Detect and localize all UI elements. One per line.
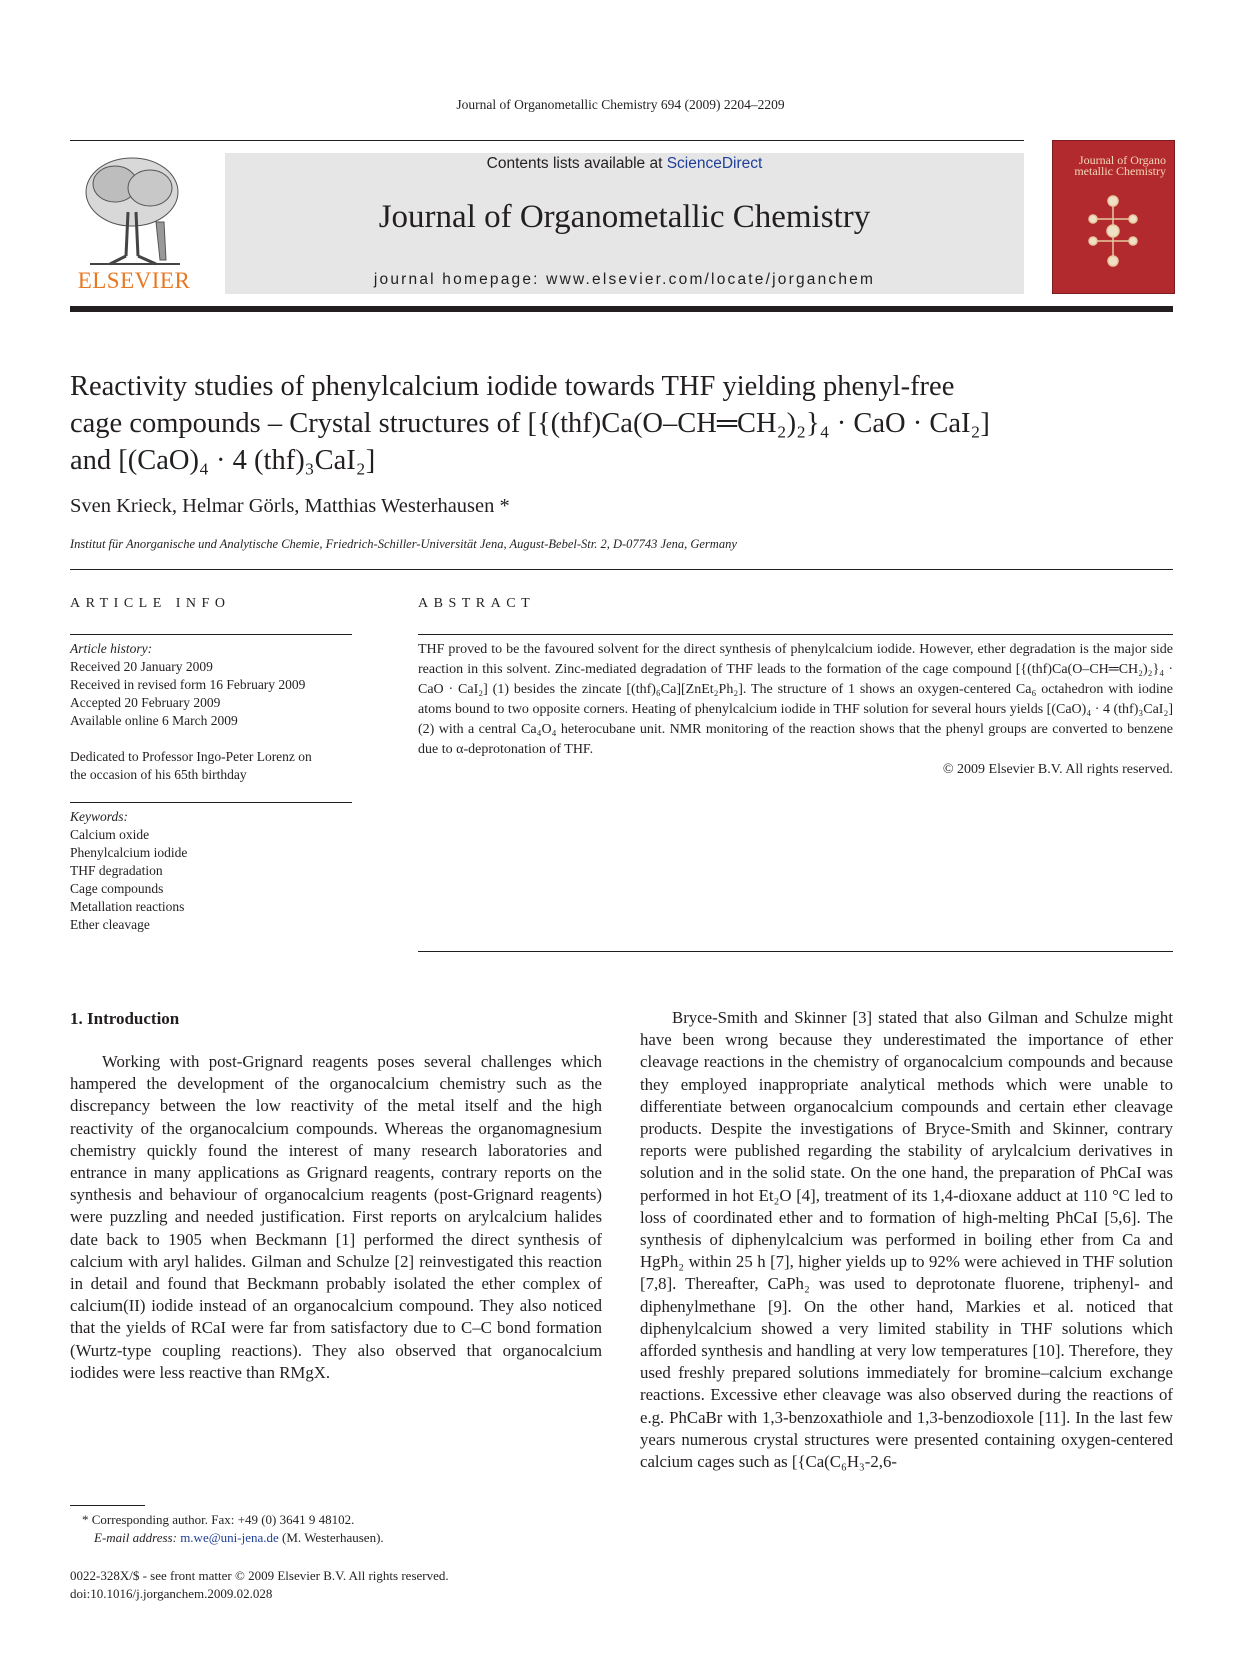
sciencedirect-link[interactable]: ScienceDirect	[666, 155, 763, 172]
corresponding-author: * Corresponding author. Fax: +49 (0) 3641 9 48102.	[82, 1512, 355, 1527]
abstract-end-rule	[418, 951, 1173, 952]
journal-cover	[1052, 140, 1175, 294]
elsevier-tree-icon	[70, 152, 198, 270]
article-title	[70, 368, 1173, 479]
abstract-heading: ABSTRACT	[418, 596, 536, 611]
contents-line	[225, 155, 1024, 173]
keywords	[70, 808, 360, 934]
elsevier-wordmark: ELSEVIER	[77, 268, 191, 293]
abstract-text: THF proved to be the favoured solvent for the direct synthesis of phenylcalcium iodide. However, ether degradation is the major side reaction in this solvent. Zinc-mediated degradation of THF leads to the formation of the cage compound [{(thf)Ca(O–CH═CH₂)₂}₄ · CaO · CaI₂] (1) besides the zincate [(thf)₆Ca][ZnEt₂Ph₂]. The structure of 1 shows an oxygen-centered Ca₆ octahedron with iodine atoms bound to two opposite corners. Heating of phenylcalcium iodide in THF solution for several hours yields [(CaO)₄ · 4 (thf)₃CaI₂] (2) with a central Ca₄O₄ heterocubane unit. NMR monitoring of the reaction shows that the phenyl groups are converted to benzene due to α-deprotonation of THF.	[418, 642, 1173, 757]
keyword: Cage compounds	[70, 881, 164, 896]
journal-citation: Journal of Organometallic Chemistry 694 (2009) 2204–2209	[456, 97, 785, 112]
keyword: Metallation reactions	[70, 899, 185, 914]
journal-title: Journal of Organometallic Chemistry	[378, 199, 871, 235]
intro-paragraph-1: Working with post-Grignard reagents poses several challenges which hampered the development of the organocalcium chemistry such as the discrepancy between the low reactivity of the metal itself and the high reactivity of the organocalcium compounds. Whereas the organomagnesium chemistry quickly found the interest of many research laboratories and entrance in many applications as Grignard reagents, contrary reports on the synthesis and behaviour of organocalcium reagents (post-Grignard reagents) were puzzling and needed justification. First reports on arylcalcium halides date back to 1905 when Beckmann [1] performed the direct synthesis of calcium with aryl halides. Gilman and Schulze [2] reinvestigated this reaction in detail and found that Beckmann probably isolated the ether complex of calcium(II) iodide instead of an organocalcium compound. They also noticed that the yields of RCaI were far from satisfactory due to C–C bond formation (Wurtz-type coupling reactions). They also observed that organocalcium iodides were less reactive than RMgX.	[70, 1052, 602, 1382]
keyword: THF degradation	[70, 863, 163, 878]
history-label: Article history:	[70, 641, 153, 656]
contents-prefix: Contents lists available at	[486, 155, 667, 172]
dedication-line-1: Dedicated to Professor Ingo-Peter Lorenz on	[70, 749, 312, 764]
doi-line[interactable]: doi:10.1016/j.jorganchem.2009.02.028	[70, 1586, 273, 1601]
affiliation: Institut für Anorganische und Analytische Chemie, Friedrich-Schiller-Universität Jena, August-Bebel-Str. 2, D-07743 Jena, Germany	[70, 537, 737, 551]
keyword: Ether cleavage	[70, 917, 150, 932]
front-matter	[70, 1567, 449, 1603]
keyword: Calcium oxide	[70, 827, 150, 842]
history-online: Available online 6 March 2009	[70, 713, 238, 728]
title-line-2: cage compounds – Crystal structures of [{(thf)Ca(O–CH═CH₂)₂}₄ · CaO · CaI₂]	[70, 408, 990, 439]
email-label: E-mail address:	[94, 1530, 177, 1545]
cover-title: Journal of Organo metallic Chemistry	[1074, 153, 1166, 178]
molecule-icon	[1053, 141, 1174, 293]
history-revised: Received in revised form 16 February 2009	[70, 677, 306, 692]
history-received: Received 20 January 2009	[70, 659, 213, 674]
journal-homepage[interactable]: journal homepage: www.elsevier.com/locate/jorganchem	[373, 271, 876, 288]
keyword: Phenylcalcium iodide	[70, 845, 188, 860]
intro-paragraph-2: Bryce-Smith and Skinner [3] stated that also Gilman and Schulze might have been wrong because they underestimated the importance of ether cleavage reactions in the chemistry of organocalcium compounds and because they employed inappropriate analytical methods which were unable to differentiate between organocalcium compounds and certain ether cleavage products. Despite the investigations of Bryce-Smith and Skinner, contrary reports were published regarding the stability of arylcalcium derivatives in solution and in the solid state. On the one hand, the preparation of PhCaI was performed in hot Et₂O [4], treatment of its 1,4-dioxane adduct at 110 °C led to loss of coordinated ether and to formation of high-melting PhCaI [5,6]. The synthesis of diphenylcalcium was performed in boiling ether from Ca and HgPh₂ within 25 h [7], higher yields up to 92% were achieved in THF solution [7,8]. Thereafter, CaPh₂ was used to deprotonate fluorene, triphenyl- and diphenylmethane [9]. On the other hand, Markies et al. noticed that diphenylcalcium showed a very limited stability in THF solutions which afforded synthesis and handling at very low temperatures [10]. Therefore, they used freshly prepared solutions immediately for bromine–calcium exchange reactions. Excessive ether cleavage was also observed during the reactions of e.g. PhCaBr with 1,3-benzoxathiole and 1,3-benzodioxole [11]. In the last few years numerous crystal structures were presented containing oxygen-centered calcium cages such as [{Ca(C₆H₃-2,6-	[640, 1008, 1173, 1472]
keywords-rule	[70, 802, 352, 803]
article-info-heading: ARTICLE INFO	[70, 596, 231, 611]
footnote	[70, 1511, 384, 1547]
introduction-heading: 1. Introduction	[70, 1009, 180, 1028]
header-rule	[70, 140, 1024, 141]
title-line-3: and [(CaO)₄ · 4 (thf)₃CaI₂]	[70, 445, 376, 476]
email-line	[70, 1529, 384, 1547]
email-suffix: (M. Westerhausen).	[282, 1530, 384, 1545]
keywords-label: Keywords:	[70, 809, 128, 824]
article-info-rule	[70, 634, 352, 635]
authors: Sven Krieck, Helmar Görls, Matthias Westerhausen *	[70, 495, 510, 517]
abstract-copyright: © 2009 Elsevier B.V. All rights reserved.	[942, 762, 1173, 777]
dedication	[70, 748, 360, 784]
title-line-1: Reactivity studies of phenylcalcium iodide towards THF yielding phenyl-free	[70, 371, 955, 402]
history-accepted: Accepted 20 February 2009	[70, 695, 221, 710]
elsevier-logo	[70, 152, 198, 294]
section-rule	[70, 569, 1173, 570]
abstract	[418, 640, 1173, 780]
issn-line: 0022-328X/$ - see front matter © 2009 Elsevier B.V. All rights reserved.	[70, 1568, 449, 1583]
email-link[interactable]: m.we@uni-jena.de	[180, 1530, 279, 1545]
body-column-right	[640, 1007, 1173, 1473]
abstract-rule	[418, 634, 1173, 635]
article-history	[70, 640, 360, 730]
header-thick-rule	[70, 306, 1173, 312]
dedication-line-2: the occasion of his 65th birthday	[70, 767, 247, 782]
journal-banner	[225, 153, 1024, 294]
body-column-left	[70, 1051, 602, 1384]
footnote-rule	[70, 1505, 145, 1506]
